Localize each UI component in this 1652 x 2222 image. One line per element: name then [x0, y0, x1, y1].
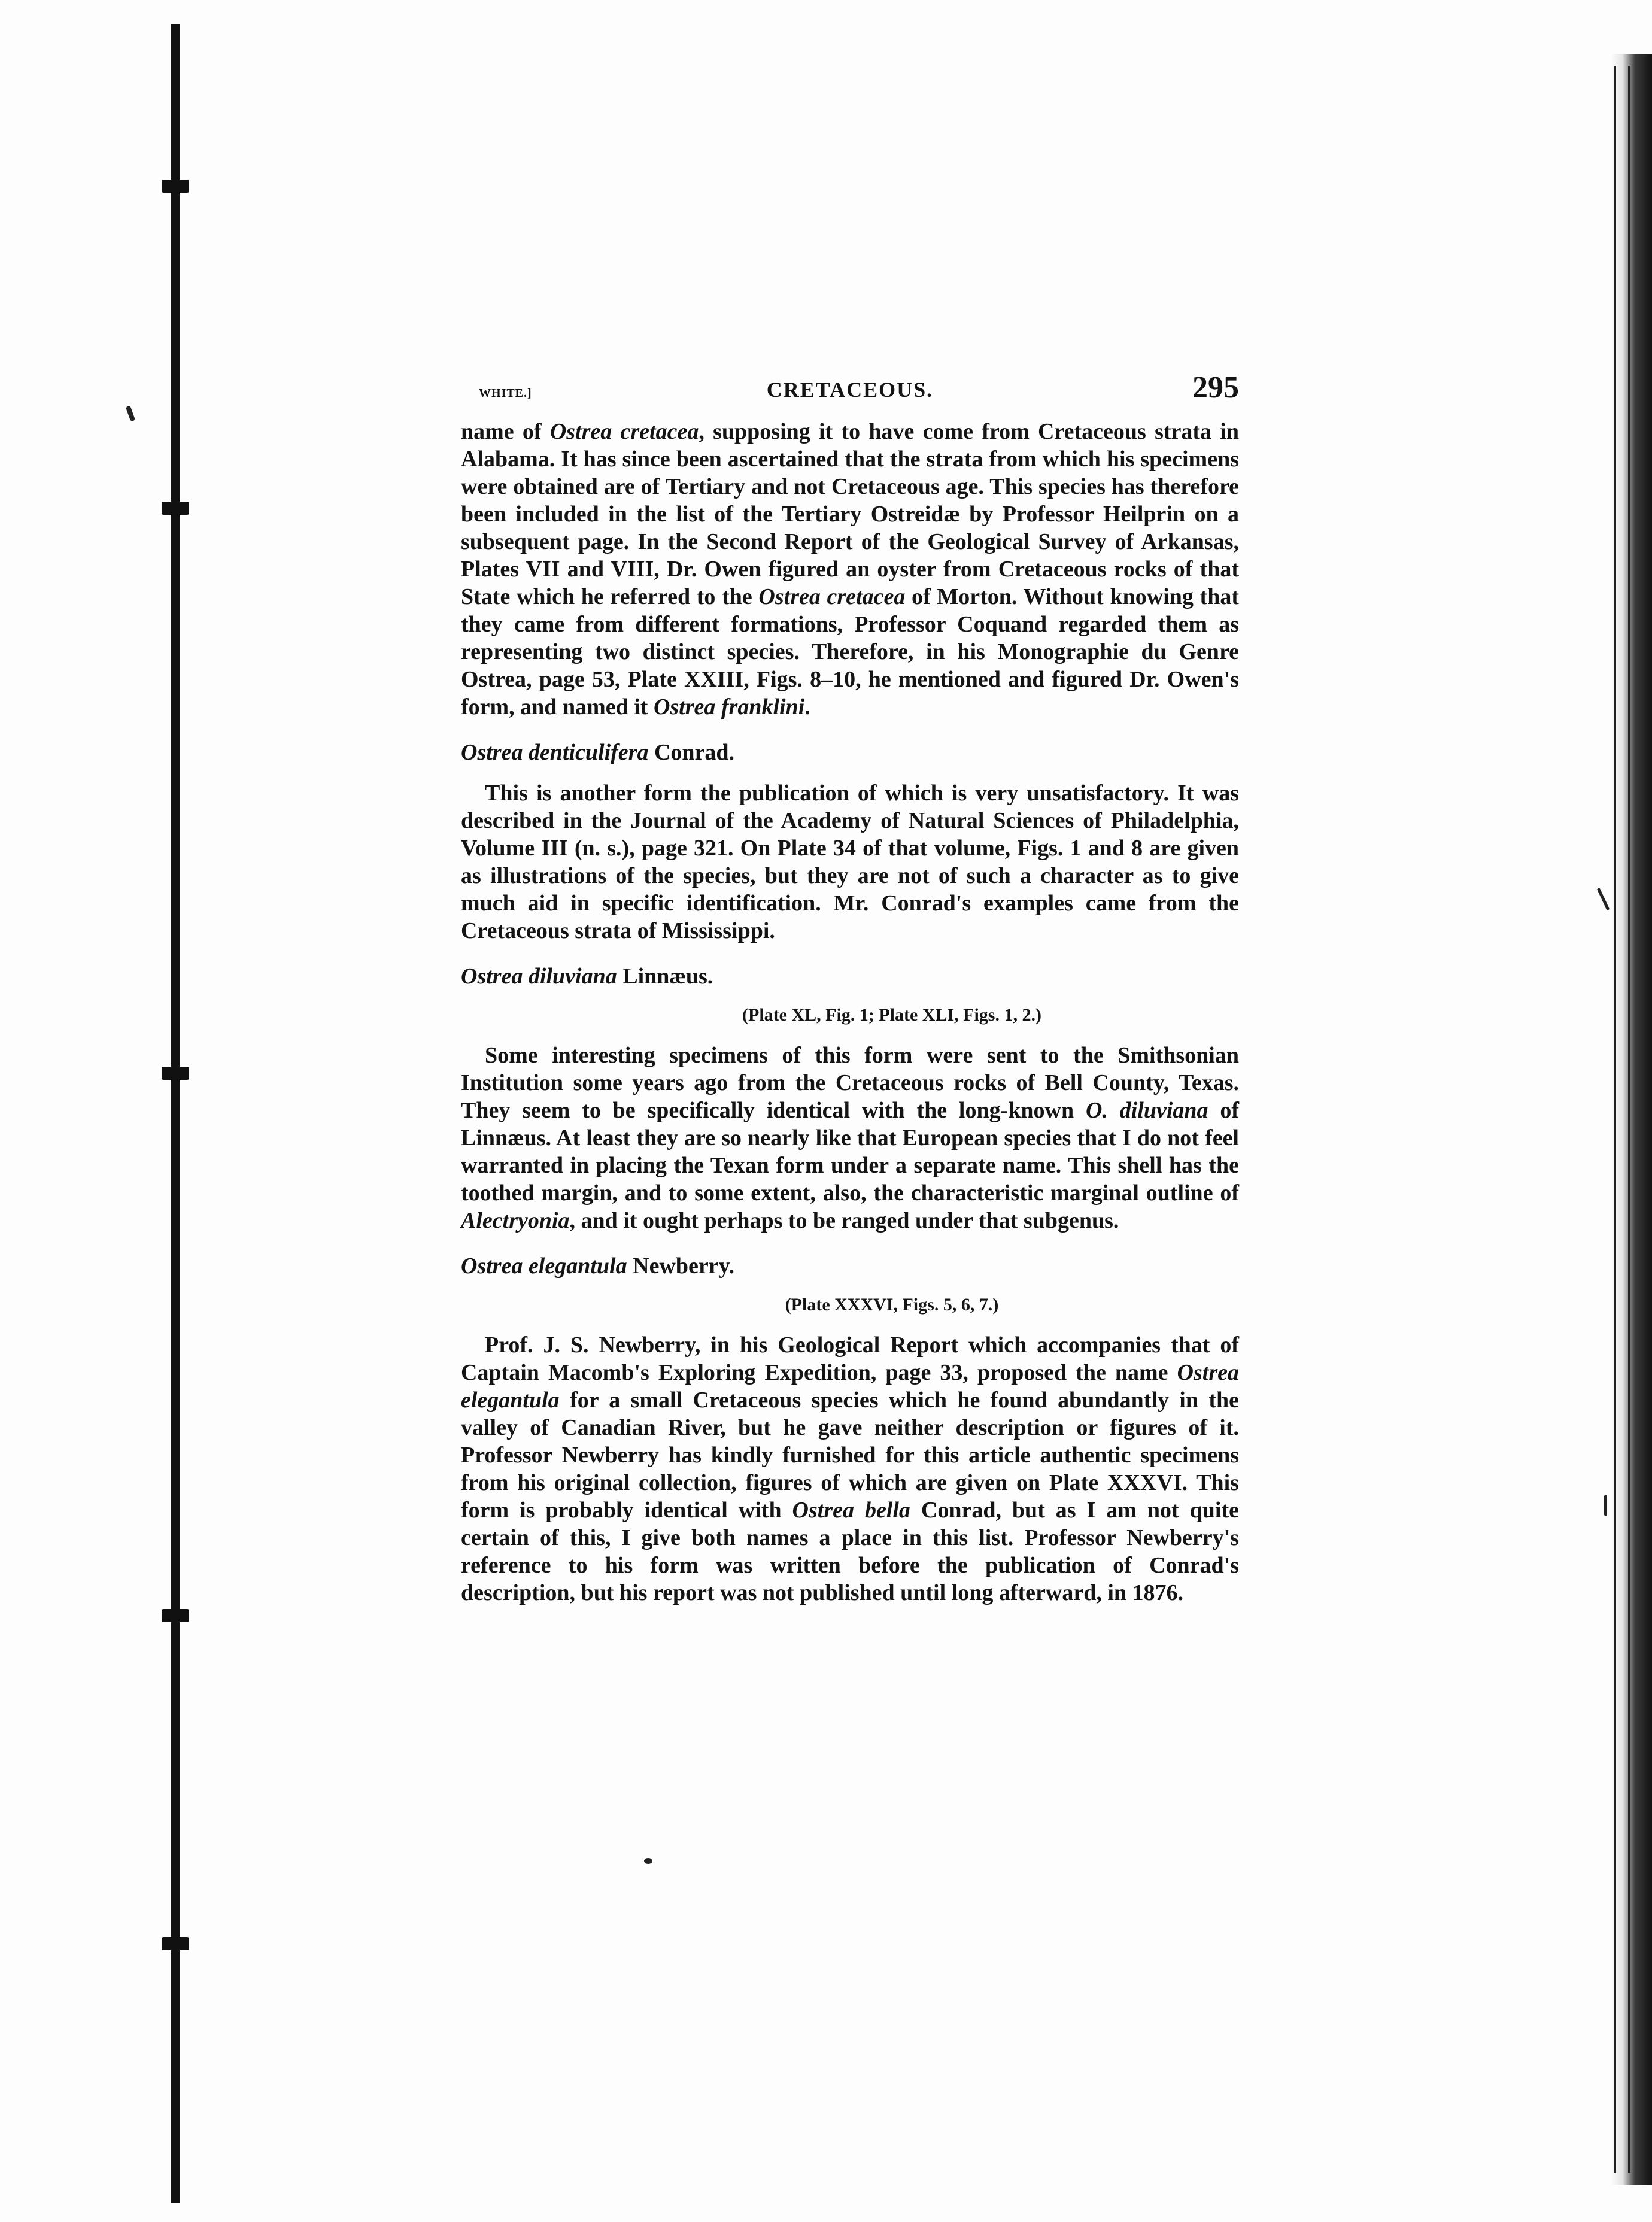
species-name: Ostrea elegantula [461, 1360, 1239, 1413]
species-name: O. diluviana [1085, 1098, 1208, 1123]
page-edge [1610, 54, 1652, 2185]
page-edge-line [1614, 66, 1616, 2173]
text-run: , and it ought perhaps to be ranged under that subgenus. [569, 1208, 1119, 1233]
plate-reference: (Plate XL, Fig. 1; Plate XLI, Figs. 1, 2.) [742, 1005, 1041, 1025]
binding-notch [162, 1609, 189, 1622]
species-paragraph [461, 1331, 1239, 1607]
species-paragraph: This is another form the publication of which is very unsatisfactory. It was described in the Journal of the Academy of Natural Sciences of Philadelphia, Volume III (n. s.), page 321. On Plate 34 of that volume, Figs. 1 and 8 are given as illustrations of the species, but they are not of such a character as to give much aid in specific identification. Mr. Conrad's examples came from the Cretaceous strata of Mississippi. [461, 781, 1239, 943]
plate-reference: (Plate XXXVI, Figs. 5, 6, 7.) [785, 1295, 999, 1315]
text-column [461, 370, 1239, 1607]
species-name: Ostrea denticulifera [461, 740, 649, 765]
species-paragraph [461, 1042, 1239, 1234]
species-author: Newberry. [627, 1253, 735, 1279]
species-author: Conrad. [648, 740, 735, 765]
text-run: , supposing it to have come from Cretaceous strata in Alabama. It has since been ascertained that the strata from which his specimens were obtained are of Tertiary and not Cretaceous age. This species has therefore been included in the list of the Tertiary Ostreidæ by Professor Heilprin on a subsequent page. In the Second Report of the Geological Survey of Arkansas, Plates VII and VIII, Dr. Owen figured an oyster from Cretaceous rocks of that State which he referred to the [461, 419, 1239, 609]
binding-notch [162, 502, 189, 515]
scan-tick [126, 405, 135, 421]
species-name: Ostrea cretacea [549, 419, 699, 444]
species-name: Ostrea cretacea [758, 584, 906, 609]
page-number: 295 [1192, 371, 1239, 405]
text-run: of Linnæus. At least they are so nearly like that European species that I do not feel warranted in placing the Texan form under a separate name. This shell has the toothed margin, and to some extent, also, the characteristic marginal outline of [461, 1098, 1240, 1206]
text-run: Conrad, but as I am not quite certain of this, I give both names a place in this list. Professor Newberry's reference to his form was written before the publication of Conrad's description, but his report was not published until long afterward, in 1876. [461, 1498, 1239, 1605]
running-head [461, 370, 1239, 418]
species-heading [461, 739, 1239, 766]
scan-tick [1597, 888, 1610, 910]
species-author: Linnæus. [617, 964, 713, 989]
text-run: of Morton. Without knowing that they came from different formations, Professor Coquand regarded them as representing two distinct species. Therefore, in his Monographie du Genre Ostrea, page 53, Plate XXIII, Figs. 8–10, he mentioned and figured Dr. Owen's form, and named it [461, 584, 1239, 720]
text-run: . [804, 694, 810, 720]
text-run: name of [461, 419, 550, 444]
species-name: Ostrea bella [792, 1498, 910, 1523]
scan-tick [1604, 1495, 1607, 1516]
species-name: Ostrea diluviana [461, 964, 617, 989]
species-heading [461, 963, 1239, 990]
running-head-title: CRETACEOUS. [766, 378, 934, 402]
binding-rule [171, 24, 180, 2203]
species-name: Ostrea elegantula [461, 1253, 627, 1279]
intro-paragraph [461, 418, 1239, 721]
species-heading [461, 1252, 1239, 1280]
genus-name: Alectryonia [461, 1208, 570, 1233]
binding-notch [162, 1067, 189, 1080]
binding-notch [162, 180, 189, 193]
text-run: for a small Cretaceous species which he found abundantly in the valley of Canadian River, but he gave neither description or figures of it. Professor Newberry has kindly furnished for this article authentic specimens from his original collection, figures of which are given on Plate XXXVI. This form is probably identical with [461, 1388, 1239, 1523]
stray-mark [644, 1858, 652, 1864]
running-head-author: WHITE.] [479, 387, 532, 400]
text-run: Some interesting specimens of this form were sent to the Smithsonian Institution some years ago from the Cretaceous rocks of Bell County, Texas. They seem to be specifically identical with the long-known [461, 1043, 1239, 1123]
page-edge-line [1628, 66, 1630, 2173]
binding-notch [162, 1937, 189, 1950]
species-name: Ostrea franklini [653, 694, 805, 720]
text-run: Prof. J. S. Newberry, in his Geological Report which accompanies that of Captain Macomb's Exploring Expedition, page 33, proposed the name [461, 1332, 1239, 1385]
